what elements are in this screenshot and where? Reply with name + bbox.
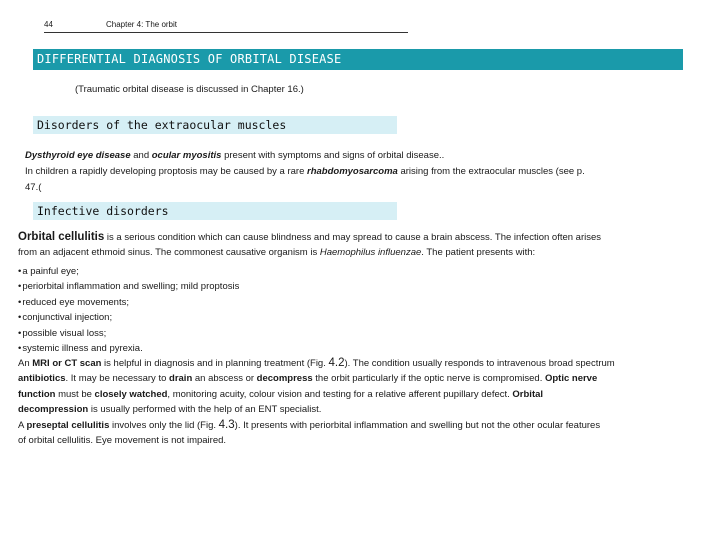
extraocular-paragraph-2 — [25, 164, 705, 195]
term-function: function — [18, 388, 56, 400]
list-item: • a painful eye; — [18, 264, 239, 279]
text-periorbital: ). It presents with periorbital inflammation and swelling but not the other ocular features — [234, 419, 601, 431]
text-present: present with symptoms and signs of orbital disease.. — [221, 150, 445, 161]
term-haemophilus: Haemophilus influenzae — [319, 247, 422, 259]
text-presents-with: . The patient presents with: — [421, 247, 536, 259]
term-preseptal-cellulitis: preseptal cellulitis — [26, 419, 110, 431]
page-number: 44 — [44, 20, 53, 29]
text-monitoring: , monitoring acuity, colour vision and testing for a relative afferent pupillary defect. — [167, 388, 513, 400]
chapter-title: Chapter 4: The orbit — [106, 20, 178, 29]
text-helpful: is helpful in diagnosis and in planning treatment (Fig. — [101, 358, 329, 369]
figure-ref-4-2: 4.2 — [328, 357, 345, 369]
term-ocular-myositis: ocular myositis — [151, 150, 222, 161]
management-paragraph — [18, 356, 701, 448]
text-eye-movement: of orbital cellulitis. Eye movement is not impaired. — [18, 435, 227, 447]
figure-ref-4-3: 4.3 — [218, 418, 235, 431]
term-decompression: decompression — [18, 404, 89, 416]
list-item: • possible visual loss; — [18, 326, 239, 341]
list-item: • periorbital inflammation and swelling; mild proptosis — [18, 279, 239, 294]
text-responds: ). The condition usually responds to intravenous broad spectrum — [344, 358, 615, 369]
text-serious-condition: is a serious condition which can cause blindness and may spread to cause a brain abscess. The infection often arises — [104, 232, 602, 243]
text-orbit-compromised: the orbit particularly if the optic nerve is compromised. — [312, 373, 545, 385]
section-heading-infective: Infective disorders — [33, 202, 397, 220]
text-and: and — [130, 150, 152, 161]
orbital-cellulitis-intro — [18, 230, 701, 261]
text-ethmoid: from an adjacent ethmoid sinus. The commonest causative organism is — [18, 247, 320, 259]
term-drain: drain — [169, 373, 193, 385]
text-arising: arising from the extraocular muscles (see p. — [397, 166, 585, 177]
term-closely-watched: closely watched — [94, 388, 168, 400]
section-heading-extraocular: Disorders of the extraocular muscles — [33, 116, 397, 134]
main-heading-banner: DIFFERENTIAL DIAGNOSIS OF ORBITAL DISEASE — [33, 49, 683, 70]
list-item: • reduced eye movements; — [18, 295, 239, 310]
text-an: An — [18, 358, 33, 369]
text-must-be: must be — [55, 388, 95, 400]
term-optic-nerve: Optic nerve — [544, 373, 598, 385]
text-ent: is usually performed with the help of an ENT specialist. — [88, 404, 322, 416]
text-page-ref: 47.( — [25, 181, 42, 193]
trauma-note: (Traumatic orbital disease is discussed in Chapter 16.) — [75, 84, 304, 95]
term-orbital: Orbital — [512, 388, 544, 400]
text-abscess: an abscess or — [192, 373, 257, 385]
text-children: In children a rapidly developing proptosis may be caused by a rare — [25, 166, 307, 177]
term-orbital-cellulitis: Orbital cellulitis — [18, 231, 105, 243]
text-a: A — [18, 419, 27, 431]
term-antibiotics: antibiotics — [18, 373, 66, 385]
page-header — [44, 19, 408, 33]
text-necessary: . It may be necessary to — [65, 373, 170, 385]
term-mri-ct: MRI or CT scan — [32, 358, 102, 369]
list-item: • systemic illness and pyrexia. — [18, 341, 239, 356]
term-rhabdomyosarcoma: rhabdomyosarcoma — [307, 166, 398, 177]
list-item: • conjunctival injection; — [18, 310, 239, 325]
symptom-list — [18, 264, 239, 356]
extraocular-paragraph-1 — [25, 148, 705, 164]
term-decompress: decompress — [256, 373, 313, 385]
term-dysthyroid: Dysthyroid eye disease — [25, 150, 131, 161]
text-involves-lid: involves only the lid (Fig. — [109, 419, 219, 431]
